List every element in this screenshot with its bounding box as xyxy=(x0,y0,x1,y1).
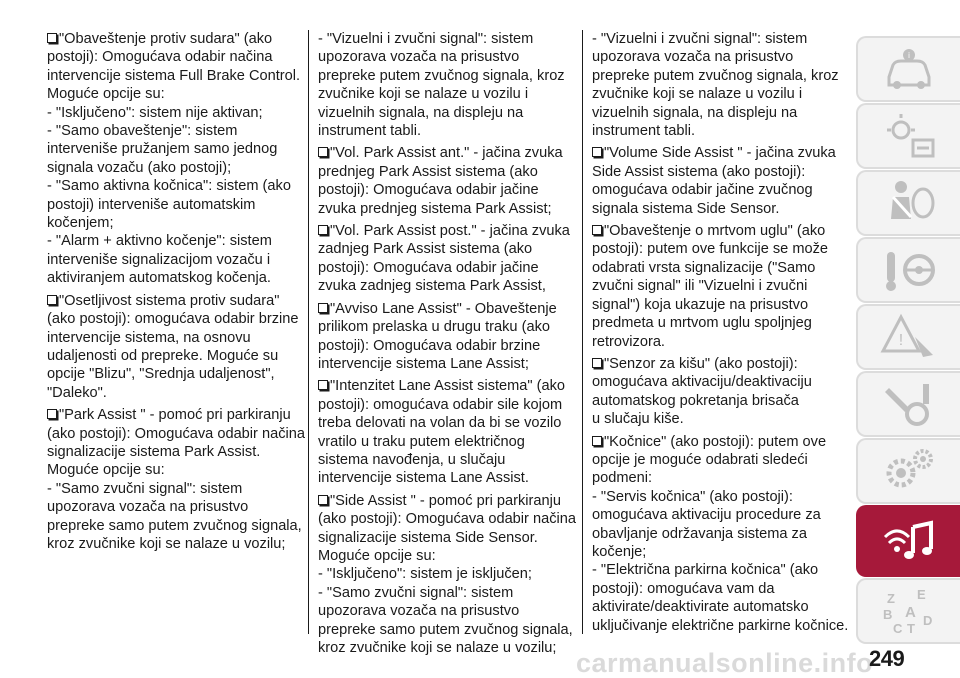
index-letter: D xyxy=(923,613,933,628)
text-line-content: upozorava vozača na prisustvo xyxy=(592,49,794,66)
text-line xyxy=(47,365,299,383)
text-line-content: upozorava vozača na prisustvo xyxy=(318,603,520,620)
checkbox-bullet-icon xyxy=(47,295,57,305)
chapter-tabs xyxy=(856,36,960,645)
text-line-content: "Kočnice" (ako postoji): putem ove xyxy=(604,433,827,450)
text-line-content: - "Isključeno": sistem nije aktivan; xyxy=(47,104,263,121)
tab-safety[interactable] xyxy=(856,170,960,236)
text-line-content: "Vol. Park Assist ant." - jačina zvuka xyxy=(330,145,563,162)
key-steering-wheel-icon xyxy=(879,244,939,296)
checkbox-bullet-icon xyxy=(592,147,602,157)
text-line xyxy=(318,433,580,451)
text-line-content: (ako postoji): Omogućava odabir načina xyxy=(47,425,305,442)
watermark: carmanualsonline.info xyxy=(576,648,874,678)
text-line-content: prepreke putem zvučnog signala, kroz xyxy=(592,67,839,84)
text-line-content: kroz zvučnike koji se nalaze u vozilu; xyxy=(318,640,557,656)
text-line xyxy=(47,292,299,310)
text-line-content: signal") koja ukazuje na prisustvo xyxy=(592,296,809,313)
tab-technical-data[interactable] xyxy=(856,438,960,504)
index-letter: C xyxy=(893,621,903,636)
text-line xyxy=(47,177,299,195)
text-line-content: u slučaju kiše. xyxy=(592,411,684,428)
tab-car-info[interactable] xyxy=(856,36,960,102)
text-line-content: instrument tabli. xyxy=(592,123,696,140)
text-line xyxy=(592,104,837,122)
dashboard-lights-icon xyxy=(879,110,939,162)
text-line-content: "Obaveštenje o mrtvom uglu" (ako xyxy=(604,223,826,240)
text-line xyxy=(318,67,580,85)
text-line-content: kočenje; xyxy=(592,543,647,560)
menu-option-description xyxy=(318,377,580,487)
text-line-content: aktivirate/deaktivirate automatsko xyxy=(592,599,809,616)
text-line-content: zadnjeg Park Assist sistema (ako xyxy=(318,241,533,258)
text-line-content: postoji): Omogućava odabir brzine xyxy=(318,337,541,354)
text-line-content: - "Samo aktivna kočnica": sistem (ako xyxy=(47,178,291,195)
index-letter: Z xyxy=(887,591,895,606)
text-line-content: intervencije sistema Full Brake Control. xyxy=(47,67,301,84)
text-line xyxy=(318,529,580,547)
column-divider xyxy=(308,30,309,634)
text-line-content: (ako postoji): omogućava odabir brzine xyxy=(47,311,299,328)
text-line-content: signalizacije sistema Park Assist. xyxy=(47,443,261,460)
text-line xyxy=(47,347,299,365)
text-line-content: vratilo u traku putem električnog xyxy=(318,433,525,450)
text-line-content: "Senzor za kišu" (ako postoji): xyxy=(604,355,798,372)
tab-starting-driving[interactable] xyxy=(856,237,960,303)
text-line-content: udaljenosti od prepreke. Moguće su xyxy=(47,347,279,364)
text-line-content: signalizacije sistema Side Sensor. xyxy=(318,529,538,546)
text-line xyxy=(592,469,837,487)
text-line xyxy=(592,296,837,314)
text-line-content: podmeni: xyxy=(592,470,653,487)
text-line xyxy=(592,67,837,85)
text-line xyxy=(318,277,580,295)
text-line-content: instrument tabli. xyxy=(318,123,422,140)
text-line xyxy=(318,547,580,565)
text-line xyxy=(47,269,299,287)
text-line xyxy=(318,584,580,602)
text-line-content: prepreke putem zvučnog signala, kroz xyxy=(318,67,565,84)
text-line-content: intervencije sistema Lane Assist. xyxy=(318,470,529,487)
text-line-content: - "Vizuelni i zvučni signal": sistem xyxy=(592,31,808,47)
text-line xyxy=(47,461,299,479)
text-line-content: - "Servis kočnica" (ako postoji): xyxy=(592,488,793,505)
text-line-content: "Vol. Park Assist post." - jačina zvuka xyxy=(330,223,570,240)
text-line xyxy=(592,598,837,616)
text-line xyxy=(318,602,580,620)
text-line-content: "Intenzitet Lane Assist sistema" (ako xyxy=(330,378,566,395)
text-line-content: zvučnike koji se nalaze u vozilu i xyxy=(592,86,803,103)
text-line xyxy=(318,122,580,140)
column-3 xyxy=(592,30,849,639)
text-line xyxy=(47,214,299,232)
text-line xyxy=(592,561,837,579)
text-line-content: - "Isključeno": sistem je isključen; xyxy=(318,566,532,583)
text-line xyxy=(592,30,837,48)
text-line xyxy=(592,373,837,391)
menu-option-description xyxy=(47,30,299,288)
text-line-content: - "Samo obaveštenje": sistem xyxy=(47,123,238,140)
text-line-content: zvuka prednjeg sistema Park Assist; xyxy=(318,200,552,217)
text-line xyxy=(47,232,299,250)
text-line xyxy=(592,451,837,469)
menu-option-description xyxy=(318,222,580,296)
text-line xyxy=(318,240,580,258)
text-line-content: prepreke samo putem zvučnog signala, xyxy=(318,621,573,638)
text-line-content: prepreke samo putem zvučnog signala, xyxy=(47,517,302,534)
checkbox-bullet-icon xyxy=(47,33,57,43)
text-line-content: "Osetljivost sistema protiv sudara" xyxy=(59,292,280,309)
checkbox-bullet-icon xyxy=(592,225,602,235)
text-line-content: vizuelnih signala, na displeju na xyxy=(318,104,524,121)
text-line-content: interveniše signalizacijom vozaču i xyxy=(47,251,271,268)
text-line xyxy=(47,443,299,461)
checkbox-bullet-icon xyxy=(318,495,328,505)
text-line xyxy=(318,396,580,414)
column-2 xyxy=(318,30,580,661)
text-line xyxy=(318,85,580,103)
text-line xyxy=(318,469,580,487)
tab-emergency[interactable] xyxy=(856,304,960,370)
menu-option-description xyxy=(47,406,305,553)
text-line xyxy=(592,277,837,295)
text-line-content: "Side Assist " - pomoć pri parkiranju xyxy=(330,492,561,509)
text-line-content: - "Električna parkirna kočnica" (ako xyxy=(592,562,819,579)
text-line xyxy=(592,85,837,103)
text-line xyxy=(592,122,837,140)
gears-settings-icon xyxy=(879,445,939,497)
checkbox-bullet-icon xyxy=(318,147,328,157)
text-line xyxy=(318,451,580,469)
text-line-content: - "Samo zvučni signal": sistem xyxy=(318,584,514,601)
text-line-content: zvuka zadnjeg sistema Park Assist, xyxy=(318,278,546,295)
text-line-content: postoji): Omogućava odabir jačine xyxy=(318,182,539,199)
text-line-content: upozorava vozača na prisustvo xyxy=(318,49,520,66)
text-line-content: signala sistema Side Sensor. xyxy=(592,200,780,217)
text-line-content: retrovizora. xyxy=(592,333,665,350)
text-line-content: "Park Assist " - pomoć pri parkiranju xyxy=(59,407,291,424)
text-line-content: zvučni signal" ili "Vizuelni i zvučni xyxy=(592,278,808,295)
text-line xyxy=(318,144,580,162)
text-line-content: odabrati vrsta signalizacije ("Samo xyxy=(592,259,816,276)
text-line-content: omogućava odabir jačine zvučnog xyxy=(592,182,813,199)
text-line-content: "Avviso Lane Assist" - Obaveštenje xyxy=(330,300,557,317)
text-line xyxy=(318,510,580,528)
maintenance-tools-icon xyxy=(879,378,939,430)
checkbox-bullet-icon xyxy=(318,380,328,390)
tab-maintenance[interactable] xyxy=(856,371,960,437)
page-number: 249 xyxy=(869,646,905,671)
text-line-content: kočenjem; xyxy=(47,215,114,232)
checkbox-bullet-icon xyxy=(592,358,602,368)
text-line-content: postoji): Omogućava odabir jačine xyxy=(318,259,539,276)
index-letter: B xyxy=(883,607,893,622)
menu-option-description xyxy=(318,30,580,140)
text-line xyxy=(592,144,837,162)
menu-option-description xyxy=(592,30,837,140)
text-line xyxy=(318,200,580,218)
text-line-content: "Volume Side Assist " - jačina zvuka xyxy=(604,145,836,162)
text-line-content: postoji): Omogućava odabir načina xyxy=(47,49,273,66)
text-line xyxy=(318,48,580,66)
checkbox-bullet-icon xyxy=(47,409,57,419)
menu-option-description xyxy=(47,292,299,402)
index-letter: A xyxy=(905,604,916,621)
text-line-content: automatskog pokretanja brisača xyxy=(592,392,799,409)
text-line-content: "Obaveštenje protiv sudara" (ako xyxy=(59,31,273,47)
text-line xyxy=(47,85,299,103)
text-line-content: postoji): omogućava odabir sile kojom xyxy=(318,396,563,413)
text-line-content: sistema navođenja, u slučaju xyxy=(318,451,506,468)
car-info-icon xyxy=(879,43,939,95)
text-line xyxy=(47,67,299,85)
text-line xyxy=(592,355,837,373)
menu-option-description xyxy=(318,300,580,374)
text-line xyxy=(592,580,837,598)
text-line xyxy=(47,480,299,498)
text-line-content: (ako postoji): Omogućava odabir načina xyxy=(318,511,576,528)
text-line xyxy=(47,122,299,140)
text-line-content: kroz zvučnike koji se nalaze u vozilu; xyxy=(47,535,286,552)
column-divider xyxy=(582,30,583,634)
text-line xyxy=(318,639,580,657)
text-line-content: signala vozaču (ako postoji); xyxy=(47,159,232,176)
text-line-content: opcije "Blizu", "Srednja udaljenost", xyxy=(47,366,275,383)
text-line xyxy=(47,30,299,48)
text-line-content: "Daleko". xyxy=(47,384,107,401)
text-line-content: vizuelnih signala, na displeju na xyxy=(592,104,798,121)
menu-option-description xyxy=(592,355,837,429)
text-line-content: opcije je moguće odabrati sledeći xyxy=(592,451,808,468)
tab-multimedia[interactable] xyxy=(856,505,960,577)
text-line-content: Side Assist sistema (ako postoji): xyxy=(592,163,806,180)
multimedia-icon xyxy=(879,515,939,567)
text-line xyxy=(47,329,299,347)
text-line xyxy=(592,48,837,66)
text-line xyxy=(592,525,837,543)
menu-option-description xyxy=(592,222,837,351)
text-line-content: - "Vizuelni i zvučni signal": sistem xyxy=(318,31,534,47)
text-line-content: postoji) interveniše automatskim xyxy=(47,196,256,213)
text-line-content: Moguće opcije su: xyxy=(47,86,165,103)
menu-option-description xyxy=(592,433,849,635)
text-line xyxy=(318,104,580,122)
text-line xyxy=(318,30,580,48)
svg-text:!: ! xyxy=(898,332,904,349)
text-line-content: Moguće opcije su: xyxy=(47,462,165,479)
text-line xyxy=(318,414,580,432)
alphabetical-index-icon xyxy=(879,585,939,637)
text-line-content: postoji): omogućava vam da xyxy=(592,580,775,597)
text-line-content: interveniše pružanjem samo jednog xyxy=(47,141,278,158)
text-line xyxy=(318,222,580,240)
text-line xyxy=(592,506,837,524)
text-line xyxy=(592,488,837,506)
text-line xyxy=(47,159,299,177)
text-line-content: intervencije sistema, na osnovu xyxy=(47,329,251,346)
text-line xyxy=(47,48,299,66)
text-line-content: uključivanje električne parkirne kočnice. xyxy=(592,617,849,634)
text-line-content: omogućava aktivaciju procedure za xyxy=(592,507,821,524)
text-line-content: - "Samo zvučni signal": sistem xyxy=(47,480,243,497)
text-line xyxy=(47,140,299,158)
svg-text:i: i xyxy=(908,51,910,60)
checkbox-bullet-icon xyxy=(318,225,328,235)
tab-index[interactable] xyxy=(856,578,960,644)
column-1 xyxy=(47,30,305,557)
text-line-content: upozorava vozača na prisustvo xyxy=(47,499,249,516)
text-line xyxy=(592,433,837,451)
text-line xyxy=(47,517,302,535)
text-line xyxy=(592,392,837,410)
tab-dashboard-lights[interactable] xyxy=(856,103,960,169)
text-line xyxy=(592,200,837,218)
text-line xyxy=(318,181,580,199)
text-line xyxy=(47,425,305,443)
menu-option-description xyxy=(318,144,580,218)
menu-option-description xyxy=(318,492,580,658)
text-line xyxy=(318,337,580,355)
text-line-content: aktiviranjem automatskog kočenja. xyxy=(47,270,271,287)
index-letter: E xyxy=(917,587,926,602)
text-line xyxy=(47,535,299,553)
checkbox-bullet-icon xyxy=(592,436,602,446)
text-line-content: obavljanje održavanja sistema za xyxy=(592,525,807,542)
text-line xyxy=(47,310,299,328)
text-line xyxy=(47,104,299,122)
text-line xyxy=(592,259,837,277)
text-line xyxy=(47,251,299,269)
text-line xyxy=(47,406,299,424)
text-line-content: Moguće opcije su: xyxy=(318,547,436,564)
text-line xyxy=(318,259,580,277)
text-line xyxy=(592,333,837,351)
text-line xyxy=(318,377,580,395)
text-line xyxy=(318,163,580,181)
text-line xyxy=(318,355,580,373)
text-line xyxy=(592,543,837,561)
text-line-content: prednjeg Park Assist sistema (ako xyxy=(318,163,538,180)
text-line-content: omogućava aktivaciju/deaktivaciju xyxy=(592,374,812,391)
text-line xyxy=(592,181,837,199)
text-line xyxy=(318,318,580,336)
checkbox-bullet-icon xyxy=(318,303,328,313)
text-line xyxy=(592,617,849,635)
text-line-content: - "Alarm + aktivno kočenje": sistem xyxy=(47,233,272,250)
text-line xyxy=(592,240,837,258)
text-line xyxy=(318,621,580,639)
text-line xyxy=(318,492,580,510)
menu-option-description xyxy=(592,144,837,218)
text-line xyxy=(47,498,299,516)
text-line-content: predmeta u mrtvom uglu spoljnjeg xyxy=(592,315,812,332)
text-line-content: postoji): putem ove funkcije se može xyxy=(592,241,829,258)
text-line-content: treba delovati na volan da bi se vozilo xyxy=(318,415,562,432)
text-line xyxy=(47,384,299,402)
text-line xyxy=(592,410,837,428)
text-line-content: intervencije sistema Lane Assist; xyxy=(318,355,529,372)
text-line xyxy=(592,314,837,332)
text-line xyxy=(318,565,580,583)
hazard-warning-icon xyxy=(879,311,939,363)
text-line-content: prilikom prelaska u drugu traku (ako xyxy=(318,319,550,336)
text-line-content: zvučnike koji se nalaze u vozilu i xyxy=(318,86,529,103)
text-line xyxy=(592,222,837,240)
index-letter: T xyxy=(907,621,915,636)
text-line xyxy=(318,300,580,318)
seatbelt-airbag-icon xyxy=(879,177,939,229)
text-line xyxy=(47,196,299,214)
text-line xyxy=(592,163,837,181)
